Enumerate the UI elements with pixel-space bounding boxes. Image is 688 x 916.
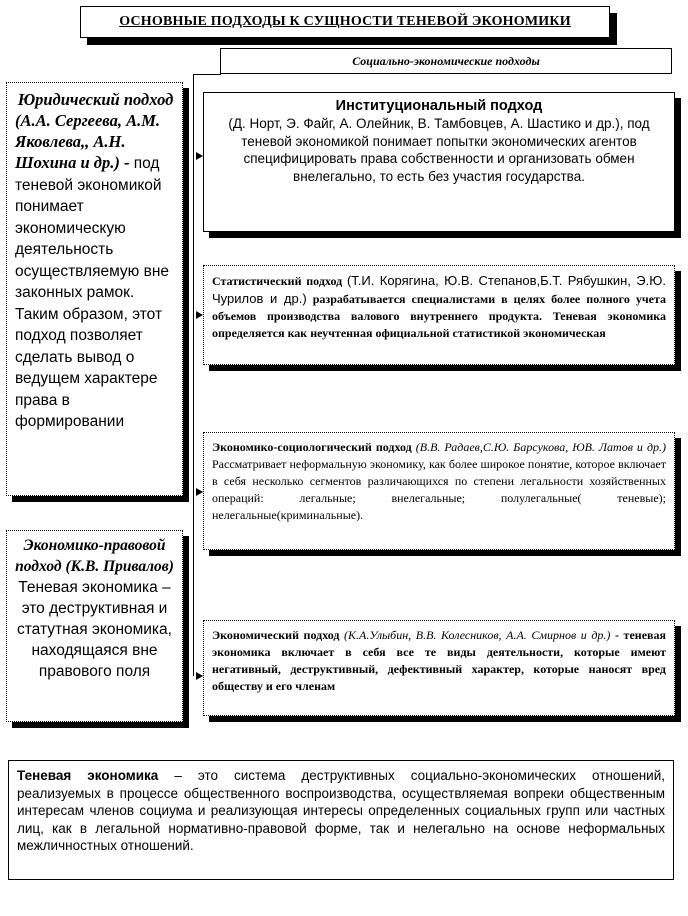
- connector-vertical: [193, 74, 194, 676]
- legal-approach-text: под теневой экономикой понимает экономическую деятельность осуществляемую вне законных рамок. Таким образом, этот подход позволяет сделать вывод о ведущем характере права в формировании: [15, 155, 170, 430]
- economic-approach-text: - теневая экономика включает в себя все те виды деятельности, которые имеют негативный, деструктивный, дефективный характер, которые наносят вред обществу и его членам: [212, 628, 666, 693]
- economic-legal-approach-title: Экономико-правовой подход (К.В. Привалов): [15, 537, 174, 575]
- economic-sociological-approach-box: [203, 432, 675, 550]
- diagram-title: ОСНОВНЫЕ ПОДХОДЫ К СУЩНОСТИ ТЕНЕВОЙ ЭКОНОМИКИ: [119, 14, 571, 29]
- connector-top: [193, 74, 221, 75]
- arrow-statistical: [196, 311, 203, 319]
- definition-text: – это система деструктивных социально-экономических отношений, реализуемых в процессе общественного воспроизводства, осуществляемая вопреки общественным интересам членов социума и реализующая интересы определенных социальных групп или частных лиц, как в легальной нормативно-правовой форме, так и нелегально на основе неформальных межличностных отношений.: [17, 768, 665, 853]
- institutional-approach-box: [203, 92, 675, 232]
- economic-approach-authors: (К.А.Улыбин, В.В. Колесников, А.А. Смирнов и др.): [344, 628, 611, 642]
- definition-box: [8, 760, 674, 880]
- socio-economic-header: Социально-экономические подходы: [352, 53, 540, 68]
- definition-term: Теневая экономика: [17, 768, 159, 783]
- arrow-economic: [196, 672, 203, 680]
- arrow-institutional: [196, 152, 203, 160]
- economic-approach-box: [203, 620, 675, 716]
- economic-legal-approach-box: [6, 530, 183, 722]
- economic-legal-approach-text: Теневая экономика – это деструктивная и статутная экономика, находящаяся вне правового поля: [17, 579, 172, 680]
- statistical-approach-box: [203, 265, 675, 365]
- economic-sociological-approach-text: Рассматривает неформальную экономику, как более широкое понятие, которое включает в себя несколько сегментов различающихся по степени легальности хозяйственных операций: легальные; внелегальные; полулегальные( теневые); нелегальные(криминальные).: [212, 457, 666, 522]
- legal-approach-title: Юридический подход: [17, 90, 174, 109]
- legal-approach-authors: (А.А. Сергеева, А.М. Яковлева,, А.Н. Шохина и др.) -: [15, 111, 160, 172]
- institutional-approach-text: (Д. Норт, Э. Файг, А. Олейник, В. Тамбовцев, А. Шастико и др.), под теневой экономикой понимает попытки экономических агентов специфицировать права собственности и организовать обмен внелегально, то есть без участия государства.: [228, 116, 650, 184]
- economic-approach-title: Экономический подход: [212, 628, 340, 642]
- legal-approach-box: [6, 82, 183, 496]
- statistical-approach-title: Статистический подход: [212, 274, 343, 288]
- economic-sociological-approach-authors: (В.В. Радаев,С.Ю. Барсукова, ЮВ. Латов и др.): [415, 440, 667, 454]
- socio-economic-header-box: [220, 48, 672, 74]
- economic-sociological-approach-title: Экономико-социологический подход: [212, 440, 412, 454]
- statistical-approach-authors: (Т.И. Корягина, Ю.В. Степанов,Б.Т. Рябушкин, Э.Ю. Чурилов и др.): [212, 273, 666, 306]
- statistical-approach-text: разрабатывается специалистами в целях более полного учета объемов производства валового внутреннего продукта. Теневая экономика определяется как неучтенная официальной статистикой экономическая: [212, 292, 666, 340]
- diagram-title-box: [80, 6, 610, 38]
- arrow-socio: [196, 488, 203, 496]
- institutional-approach-title: Институциональный подход: [335, 98, 543, 114]
